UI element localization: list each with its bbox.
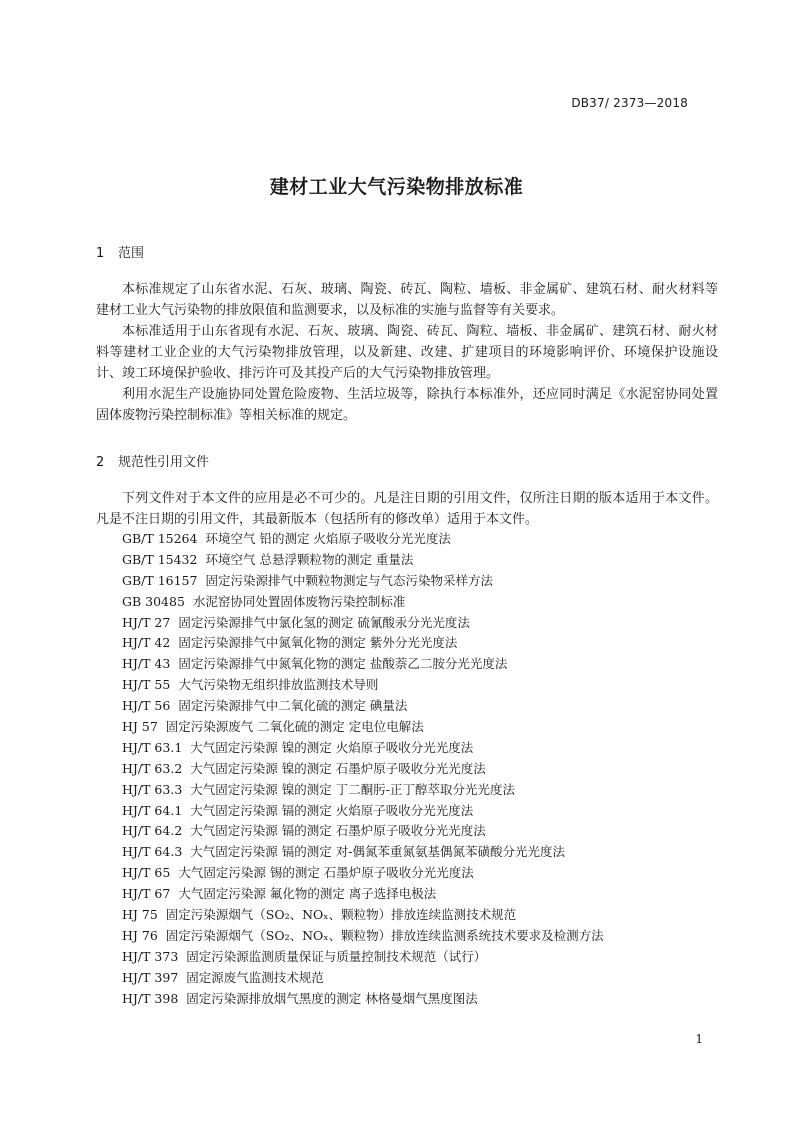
reference-code: HJ/T 398 (122, 990, 179, 1006)
reference-item (122, 571, 722, 592)
reference-item (122, 696, 722, 717)
reference-item (122, 780, 722, 801)
reference-item (122, 654, 722, 675)
reference-title: 大气固定污染源 锡的测定 石墨炉原子吸收分光光度法 (178, 865, 474, 881)
reference-list (122, 529, 722, 1009)
reference-title: 固定污染源排气中氯化氢的测定 硫氰酸汞分光光度法 (178, 614, 470, 630)
reference-code: HJ/T 397 (122, 969, 179, 985)
reference-title: 大气固定污染源 氟化物的测定 离子选择电极法 (178, 886, 437, 902)
reference-item (122, 717, 722, 738)
reference-code: HJ/T 64.2 (122, 823, 183, 839)
reference-title: 水泥窑协同处置固体废物污染控制标准 (192, 593, 406, 609)
reference-item (122, 926, 722, 947)
reference-title: 大气固定污染源 镉的测定 火焰原子吸收分光光度法 (190, 802, 474, 818)
reference-code: HJ/T 63.2 (122, 760, 183, 776)
paragraph: 本标准适用于山东省现有水泥、石灰、玻璃、陶瓷、砖瓦、陶粒、墙板、非金属矿、建筑石材、耐火材料等建材工业企业的大气污染物排放管理，以及新建、改建、扩建项目的环境影响评价、环境保护设施设计、竣工环境保护验收、排污许可及其投产后的大气污染物排放管理。 (96, 324, 718, 381)
reference-item (122, 947, 722, 968)
reference-item (122, 738, 722, 759)
reference-item (122, 613, 722, 634)
reference-title: 固定污染源排气中二氧化硫的测定 碘量法 (178, 698, 408, 714)
reference-title: 环境空气 总悬浮颗粒物的测定 重量法 (205, 551, 414, 567)
reference-title: 大气固定污染源 镍的测定 石墨炉原子吸收分光光度法 (190, 760, 486, 776)
paragraph: 利用水泥生产设施协同处置危险废物、生活垃圾等，除执行本标准外，还应同时满足《水泥窑协同处置固体废物污染控制标准》等相关标准的规定。 (96, 387, 718, 423)
reference-title: 固定污染源烟气（SO₂、NOₓ、颗粒物）排放连续监测系统技术要求及检测方法 (165, 927, 604, 943)
reference-item (122, 759, 722, 780)
section-heading-normative-references (96, 451, 209, 470)
reference-code: HJ/T 63.1 (122, 739, 183, 755)
page-number: 1 (695, 1032, 703, 1046)
paragraph: 下列文件对于本文件的应用是必不可少的。凡是注日期的引用文件，仅所注日期的版本适用于本文件。凡是不注日期的引用文件，其最新版本（包括所有的修改单）适用于本文件。 (96, 491, 718, 527)
reference-code: HJ/T 67 (122, 886, 171, 902)
reference-title: 大气固定污染源 镍的测定 火焰原子吸收分光光度法 (190, 739, 474, 755)
reference-title: 大气固定污染源 镉的测定 对-偶氮苯重氮氨基偶氮苯磺酸分光光度法 (190, 844, 565, 860)
reference-title: 固定污染源排气中氮氧化物的测定 盐酸萘乙二胺分光光度法 (178, 656, 508, 672)
reference-code: HJ 76 (122, 927, 158, 943)
reference-title: 固定污染源排气中颗粒物测定与气态污染物采样方法 (205, 572, 493, 588)
reference-item (122, 905, 722, 926)
reference-item (122, 884, 722, 905)
reference-code: GB/T 16157 (122, 572, 198, 588)
reference-title: 大气固定污染源 镉的测定 石墨炉原子吸收分光光度法 (190, 823, 486, 839)
reference-code: HJ/T 42 (122, 635, 171, 651)
reference-code: HJ 75 (122, 907, 158, 923)
reference-code: HJ/T 27 (122, 614, 171, 630)
reference-code: HJ/T 63.3 (122, 781, 183, 797)
reference-code: HJ 57 (122, 719, 158, 735)
reference-code: HJ/T 55 (122, 677, 171, 693)
reference-item (122, 529, 722, 550)
reference-title: 大气污染物无组织排放监测技术导则 (178, 677, 379, 693)
reference-title: 固定污染源废气 二氧化硫的测定 定电位电解法 (165, 719, 424, 735)
reference-title: 环境空气 铅的测定 火焰原子吸收分光光度法 (205, 531, 451, 546)
reference-code: HJ/T 64.3 (122, 844, 183, 860)
reference-item (122, 863, 722, 884)
reference-title: 固定源废气监测技术规范 (186, 969, 324, 985)
reference-title: 固定污染源烟气（SO₂、NOₓ、颗粒物）排放连续监测技术规范 (165, 907, 517, 923)
reference-title: 固定污染源排气中氮氧化物的测定 紫外分光光度法 (178, 635, 458, 651)
reference-title: 大气固定污染源 镍的测定 丁二酮肟-正丁醇萃取分光光度法 (190, 781, 515, 797)
reference-item (122, 842, 722, 863)
reference-item (122, 989, 722, 1010)
reference-code: HJ/T 373 (122, 948, 179, 964)
reference-code: GB 30485 (122, 593, 185, 609)
section-title: 范围 (118, 246, 145, 261)
reference-item (122, 592, 722, 613)
reference-code: HJ/T 43 (122, 656, 171, 672)
reference-item (122, 968, 722, 989)
reference-code: HJ/T 56 (122, 698, 171, 714)
reference-item (122, 821, 722, 842)
standard-code: DB37/ 2373—2018 (571, 96, 688, 110)
reference-title: 固定污染源监测质量保证与质量控制技术规范（试行） (186, 948, 487, 964)
section-number: 1 (96, 246, 105, 261)
document-title: 建材工业大气污染物排放标准 (269, 176, 524, 198)
reference-item (122, 633, 722, 654)
reference-code: GB/T 15432 (122, 551, 198, 567)
section-title: 规范性引用文件 (118, 455, 210, 470)
reference-item (122, 675, 722, 696)
reference-code: HJ/T 65 (122, 865, 171, 881)
reference-code: GB/T 15264 (122, 531, 198, 546)
section-heading-scope (96, 242, 144, 261)
paragraph: 本标准规定了山东省水泥、石灰、玻璃、陶瓷、砖瓦、陶粒、墙板、非金属矿、建筑石材、耐火材料等建材工业大气污染物的排放限值和监测要求，以及标准的实施与监督等有关要求。 (96, 282, 718, 318)
reference-item (122, 801, 722, 822)
reference-title: 固定污染源排放烟气黑度的测定 林格曼烟气黑度图法 (186, 990, 478, 1006)
reference-code: HJ/T 64.1 (122, 802, 183, 818)
reference-item (122, 550, 722, 571)
section-number: 2 (96, 455, 105, 470)
